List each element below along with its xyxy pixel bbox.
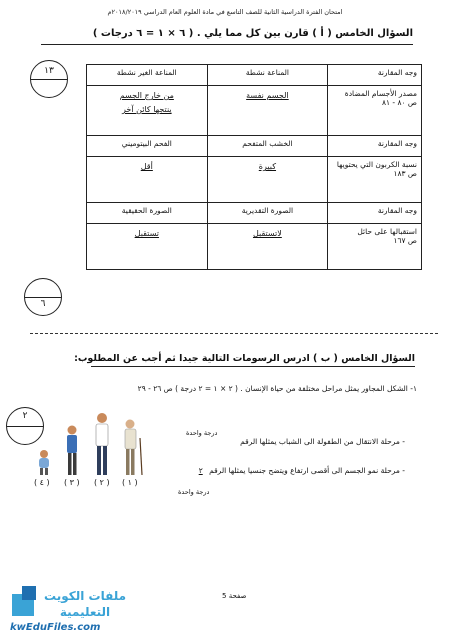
criterion-text: مصدر الأجسام المضادة ص ٨٠ - ٨١ bbox=[344, 89, 417, 107]
criterion-header: وجه المقارنة bbox=[328, 65, 422, 86]
criterion-cell bbox=[328, 86, 422, 136]
table-row bbox=[87, 136, 422, 157]
score-circle-part-b-value: ٢ bbox=[22, 411, 28, 421]
watermark-logo-icon bbox=[8, 584, 44, 620]
adult-figure bbox=[96, 413, 108, 475]
score-circle-top-value: ١٣ bbox=[44, 66, 54, 76]
table-row bbox=[87, 203, 422, 224]
answer-cell bbox=[207, 157, 328, 203]
answer-text: كبيرة bbox=[258, 162, 277, 171]
question-a-score-note: درجة واحدة bbox=[186, 429, 218, 437]
column-header: الصورة التقديرية bbox=[207, 203, 328, 224]
elderly-figure bbox=[125, 420, 142, 476]
answer-text: أقل bbox=[140, 162, 153, 171]
answer-cell bbox=[87, 224, 208, 270]
figure-label-2: ( ٢ ) bbox=[94, 478, 110, 487]
answer-text: تستقبل bbox=[134, 229, 159, 238]
question-a: - مرحلة الانتقال من الطفولة الى الشباب يمثلها الرقم bbox=[240, 437, 405, 446]
criterion-header: وجه المقارنة bbox=[328, 136, 422, 157]
section-separator bbox=[30, 333, 438, 334]
figure-label-4: ( ٤ ) bbox=[34, 478, 50, 487]
table-row bbox=[87, 65, 422, 86]
answer-text: الجسم نفسة bbox=[246, 91, 289, 100]
criterion-cell bbox=[328, 224, 422, 270]
figure-label-1: ( ١ ) bbox=[122, 478, 138, 487]
answer-cell bbox=[207, 224, 328, 270]
page-number: صفحة 5 bbox=[222, 592, 247, 600]
watermark-line-2: التعليمية bbox=[59, 605, 111, 619]
score-circle-divider bbox=[31, 79, 67, 80]
table-row bbox=[87, 157, 422, 203]
question-b-score-note: درجة واحدة bbox=[178, 488, 210, 496]
table-row bbox=[87, 224, 422, 270]
criterion-text: استقبالها على حائل ص ١٦٧ bbox=[357, 227, 417, 245]
column-header: المناعة نشطة bbox=[207, 65, 328, 86]
criterion-text: نسبة الكربون التي يحتويها ص ١٨٣ bbox=[336, 160, 417, 178]
answer-cell bbox=[87, 86, 208, 136]
part-b-title: السؤال الخامس ( ب ) ادرس الرسومات التالية جيدا ثم أجب عن المطلوب: bbox=[74, 353, 415, 364]
question-b bbox=[199, 466, 405, 475]
figure-label-3: ( ٣ ) bbox=[64, 478, 80, 487]
answer-text: من خارج الجسم ينتجها كائن آخر bbox=[119, 91, 174, 114]
watermark-url: kwEduFiles.com bbox=[10, 622, 101, 633]
score-circle-bottom-value: ٦ bbox=[40, 299, 46, 309]
exam-header: امتحان الفترة الدراسية الثانية للصف التاسع في مادة العلوم العام الدراسي ٢٠١٨/٢٠١٩م bbox=[107, 8, 343, 16]
part-a-title: السؤال الخامس ( أ ) قارن بين كل مما يلي . ( ٦ × ١ = ٦ درجات ) bbox=[92, 28, 413, 39]
answer-cell bbox=[87, 157, 208, 203]
table-row bbox=[87, 86, 422, 136]
score-circle-bottom bbox=[24, 278, 62, 316]
answer-cell bbox=[207, 86, 328, 136]
answer-text: لاتستقبل bbox=[252, 229, 282, 238]
life-stages-figure bbox=[30, 408, 150, 478]
column-header: المناعة الغير نشطة bbox=[87, 65, 208, 86]
score-circle-top bbox=[30, 60, 68, 98]
watermark-line-1: ملفات الكويت bbox=[44, 589, 127, 603]
teen-figure bbox=[67, 426, 77, 476]
criterion-cell bbox=[328, 157, 422, 203]
question-b-answer: ٢ bbox=[198, 466, 203, 475]
question-b-text: - مرحلة نمو الجسم الى أقصى ارتفاع ويتضح جنسيا يمثلها الرقم bbox=[209, 466, 405, 475]
column-header: الصورة الحقيقية bbox=[87, 203, 208, 224]
child-figure bbox=[39, 450, 49, 475]
watermark-text bbox=[44, 588, 126, 620]
criterion-header: وجه المقارنة bbox=[328, 203, 422, 224]
part-a-title-underline bbox=[41, 44, 413, 45]
question-item-1: ١- الشكل المجاور يمثل مراحل مختلفة من حياة الإنسان . ( ٢ × ١ = ٢ درجة ) ص ٢٦ - ٢٩ bbox=[137, 384, 417, 393]
column-header: الخشب المتفحم bbox=[207, 136, 328, 157]
column-header: الفحم البيتوميني bbox=[87, 136, 208, 157]
comparison-table bbox=[86, 64, 422, 270]
part-b-title-underline bbox=[91, 366, 415, 367]
